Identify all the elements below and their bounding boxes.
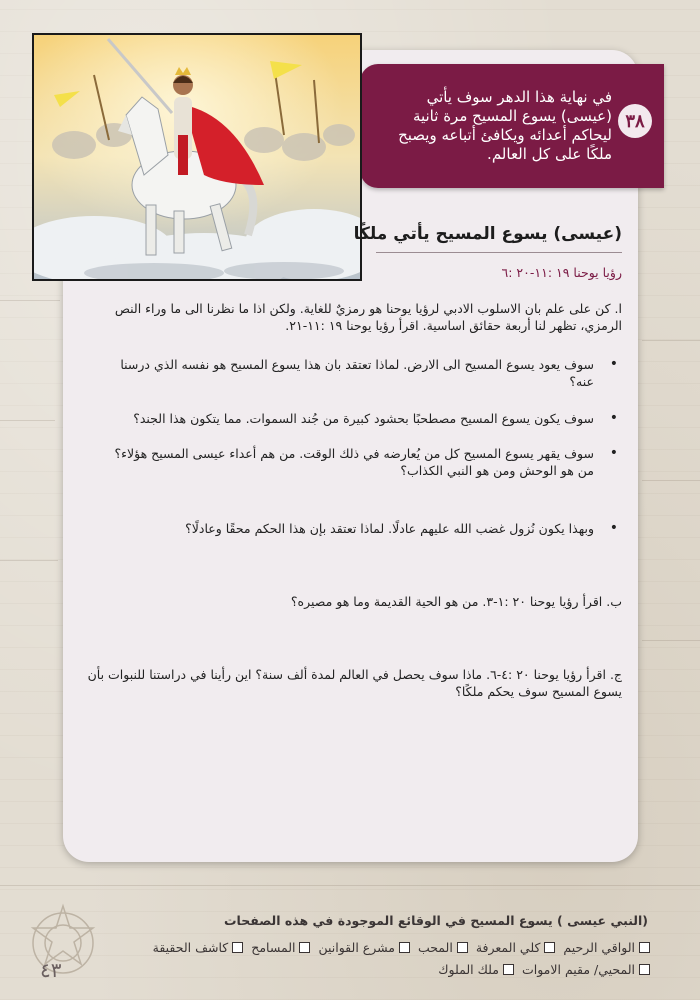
attribute-checkbox-item[interactable] (476, 940, 556, 955)
attribute-checkbox-item[interactable] (418, 940, 468, 955)
question-bullet: • وبهذا يكون نُزول غضب الله عليهم عادلًا. لماذا تعتقد بإن هذا الحكم محقًا وعادلًا؟ (100, 520, 620, 537)
background-script-line (0, 420, 55, 421)
background-script-line (0, 885, 700, 886)
question-b: ب. اقرأ رؤيا يوحنا ٢٠ :١-٣. من هو الحية القديمة وما هو مصيره؟ (290, 594, 622, 609)
page-number: ٤٣ (40, 958, 62, 982)
checkbox[interactable] (639, 964, 650, 975)
footer-title: (النبي عيسى ) يسوع المسيح في الوقائع الموجودة في هذه الصفحات (223, 913, 648, 928)
scripture-reference: رؤيا يوحنا ١٩ :١١-٢٠ :٦ (501, 265, 622, 280)
checkbox[interactable] (639, 942, 650, 953)
checkbox-label: ملك الملوك (438, 962, 499, 977)
checkbox-label: المسامح (251, 940, 296, 955)
checkbox-label: المحيي/ مقيم الاموات (521, 962, 635, 977)
question-bullet: • سوف يكون يسوع المسيح مصطحبًا بحشود كبيرة من جُند السموات. مما يتكون هذا الجند؟ (100, 410, 620, 427)
attribute-checkbox-item[interactable] (153, 940, 244, 955)
lesson-number-badge: ٣٨ (618, 104, 652, 138)
question-bullet: • سوف يقهر يسوع المسيح كل من يُعارضه في ذلك الوقت. من هم أعداء عيسى المسيح هؤلاء؟ من هو الوحش ومن هو النبي الكذاب؟ (100, 445, 620, 479)
attribute-checklist-row (90, 962, 650, 977)
checkbox[interactable] (544, 942, 555, 953)
attribute-checklist-row (90, 940, 650, 955)
attribute-checkbox-item[interactable] (251, 940, 310, 955)
checkbox-label: مشرع القوانين (318, 940, 395, 955)
lesson-banner (360, 64, 664, 188)
checkbox[interactable] (299, 942, 310, 953)
question-a-intro: ا. كن على علم بان الاسلوب الادبي لرؤيا يوحنا هو رمزيٌ للغاية. ولكن اذا ما نظرنا الى ما وراء النص الرمزي، تظهر لنا أربعة حقائق اساسية. اقرأ رؤيا يوحنا ١٩ :١١-٢١. (114, 301, 622, 333)
attribute-checkbox-item[interactable] (318, 940, 409, 955)
section-title: (عيسى) يسوع المسيح يأتي ملكًا (353, 224, 622, 244)
attribute-checkbox-item[interactable] (522, 962, 650, 977)
attribute-checkbox-item[interactable] (563, 940, 650, 955)
checkbox[interactable] (232, 942, 243, 953)
checkbox[interactable] (503, 964, 514, 975)
checkbox-label: الواقي الرحيم (563, 940, 635, 955)
checkbox-label: كاشف الحقيقة (152, 940, 229, 955)
checkbox-label: المحب (417, 940, 453, 955)
attribute-checkbox-item[interactable] (438, 962, 514, 977)
question-bullet: • سوف يعود يسوع المسيح الى الارض. لماذا تعتقد بان هذا يسوع المسيح هو نفسه الذي درسنا عنه؟ (100, 356, 620, 390)
title-divider (376, 252, 622, 253)
checkbox[interactable] (399, 942, 410, 953)
background-script-line (0, 300, 60, 301)
checkbox[interactable] (457, 942, 468, 953)
lesson-intro-text: في نهاية هذا الدهر سوف يأتي (عيسى) يسوع المسيح مرة ثانية ليحاكم أعدائه ويكافئ أتباعه ويصبح ملكًا على كل العالم. (398, 88, 612, 163)
background-script-line (642, 340, 700, 341)
background-script-line (642, 480, 700, 481)
question-c: ج. اقرأ رؤيا يوحنا ٢٠ :٤-٦. ماذا سوف يحصل في العالم لمدة ألف سنة؟ اين رأينا في دراستنا للنبوات بأن يسوع المسيح سوف يحكم ملكًا؟ (87, 667, 622, 699)
checkbox-label: كلي المعرفة (475, 940, 541, 955)
background-script-line (642, 640, 700, 641)
background-script-line (0, 560, 58, 561)
